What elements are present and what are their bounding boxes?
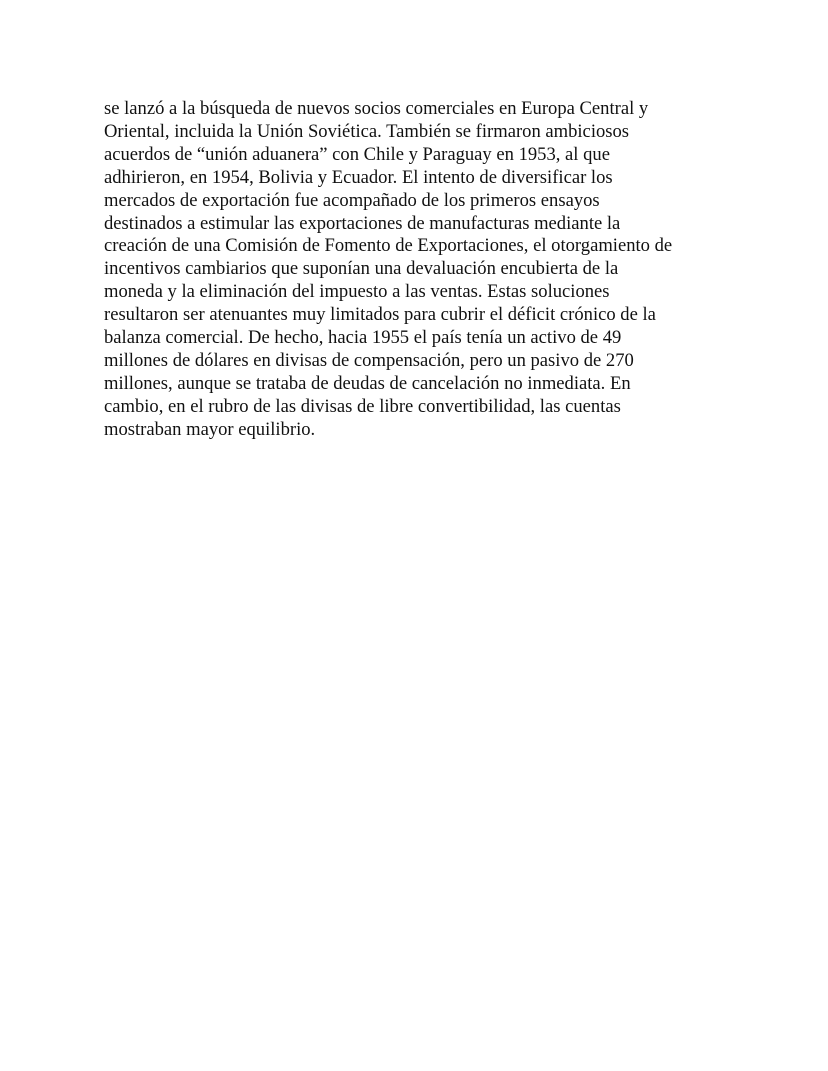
paragraph-line: millones, aunque se trataba de deudas de cancelación no inmediata. En: [104, 372, 631, 394]
paragraph-line: creación de una Comisión de Fomento de Exportaciones, el otorgamiento de: [104, 235, 673, 257]
paragraph-line: cambio, en el rubro de las divisas de libre convertibilidad, las cuentas: [104, 395, 621, 417]
paragraph-line: adhirieron, en 1954, Bolivia y Ecuador. El intento de diversificar los: [104, 166, 613, 188]
body-paragraph: [104, 98, 744, 442]
paragraph-line: moneda y la eliminación del impuesto a las ventas. Estas soluciones: [104, 281, 610, 303]
paragraph-line: mercados de exportación fue acompañado de los primeros ensayos: [104, 189, 600, 211]
paragraph-line: acuerdos de “unión aduanera” con Chile y Paraguay en 1953, al que: [104, 143, 610, 165]
paragraph-line: Oriental, incluida la Unión Soviética. También se firmaron ambiciosos: [104, 120, 630, 142]
paragraph-line: incentivos cambiarios que suponían una devaluación encubierta de la: [104, 258, 619, 280]
paragraph-line: balanza comercial. De hecho, hacia 1955 el país tenía un activo de 49: [104, 327, 622, 349]
paragraph-line: resultaron ser atenuantes muy limitados para cubrir el déficit crónico de la: [104, 304, 656, 326]
paragraph-line: mostraban mayor equilibrio.: [104, 418, 316, 440]
paragraph-line: se lanzó a la búsqueda de nuevos socios comerciales en Europa Central y: [104, 98, 649, 119]
paragraph-line: millones de dólares en divisas de compensación, pero un pasivo de 270: [104, 349, 634, 371]
paragraph-line: destinados a estimular las exportaciones de manufacturas mediante la: [104, 212, 621, 234]
